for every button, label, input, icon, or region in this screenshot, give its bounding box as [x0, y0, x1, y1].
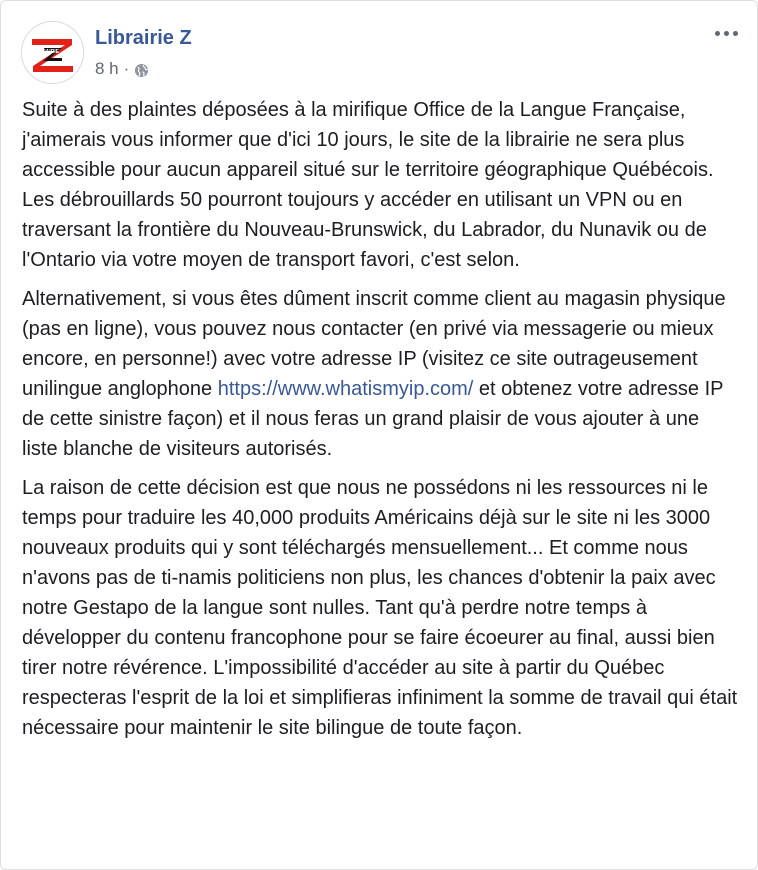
logo-text-top: LIBRAIRIE [34, 49, 59, 55]
librairie-z-logo [22, 22, 83, 83]
post-meta [95, 58, 149, 80]
post-timestamp[interactable]: 8 h [95, 59, 119, 78]
logo-text-bottom: BOOKSTORE [51, 60, 80, 65]
whatismyip-link[interactable]: https://www.whatismyip.com/ [217, 378, 474, 400]
more-dot [733, 31, 738, 36]
post-paragraph-3: La raison de cette décision est que nous ne possédons ni les ressources ni le temps pour traduire les 40,000 produits Américains déjà sur le site ni les 3000 nouveaux produits qui y sont téléchargés mensuellement... Et comme nous n'avons pas de ti-namis politiciens non plus, les chances d'obtenir la paix avec notre Gestapo de la langue sont nulles. Tant qu'à perdre notre temps à développer du contenu francophone pour se faire écoeurer au final, aussi bien tirer notre révérence. L'impossibilité d'accéder au site à partir du Québec respecteras l'esprit de la loi et simplifieras infiniment la somme de travail qui était nécessaire pour maintenir le site bilingue de toute façon. [22, 477, 738, 739]
paragraph-2-text-after: et obtenez votre adresse IP de cette sinistre façon) et il nous feras un grand plaisir de vous ajouter à une liste blanche de visiteurs autorisés. [22, 378, 724, 460]
globe-icon[interactable] [134, 62, 149, 77]
page-avatar[interactable] [21, 21, 84, 84]
post-body [22, 95, 738, 752]
more-options-icon [715, 31, 720, 36]
paragraph-2-text-before: Alternativement, si vous êtes dûment inscrit comme client au magasin physique (pas en ligne), vous pouvez nous contacter (en privé via messagerie ou mieux encore, en personne!) avec votre adresse IP (visitez ce site outrageusement unilingue anglophone [22, 288, 726, 400]
meta-separator: · [123, 59, 130, 78]
post-paragraph-1: Suite à des plaintes déposées à la mirifique Office de la Langue Française, j'aimerais vous informer que d'ici 10 jours, le site de la librairie ne sera plus accessible pour aucun appareil situé sur le territoire géographique Québécois. Les débrouillards 50 pourront toujours y accéder en utilisant un VPN ou en traversant la frontière du Nouveau-Brunswick, du Labrador, du Nunavik ou de l'Ontario via votre moyen de transport favori, c'est selon. [22, 99, 714, 271]
more-options-button[interactable] [710, 21, 742, 45]
page-name-link[interactable]: Librairie Z [95, 27, 192, 49]
more-dot [724, 31, 729, 36]
post-paragraph-2 [22, 284, 738, 464]
